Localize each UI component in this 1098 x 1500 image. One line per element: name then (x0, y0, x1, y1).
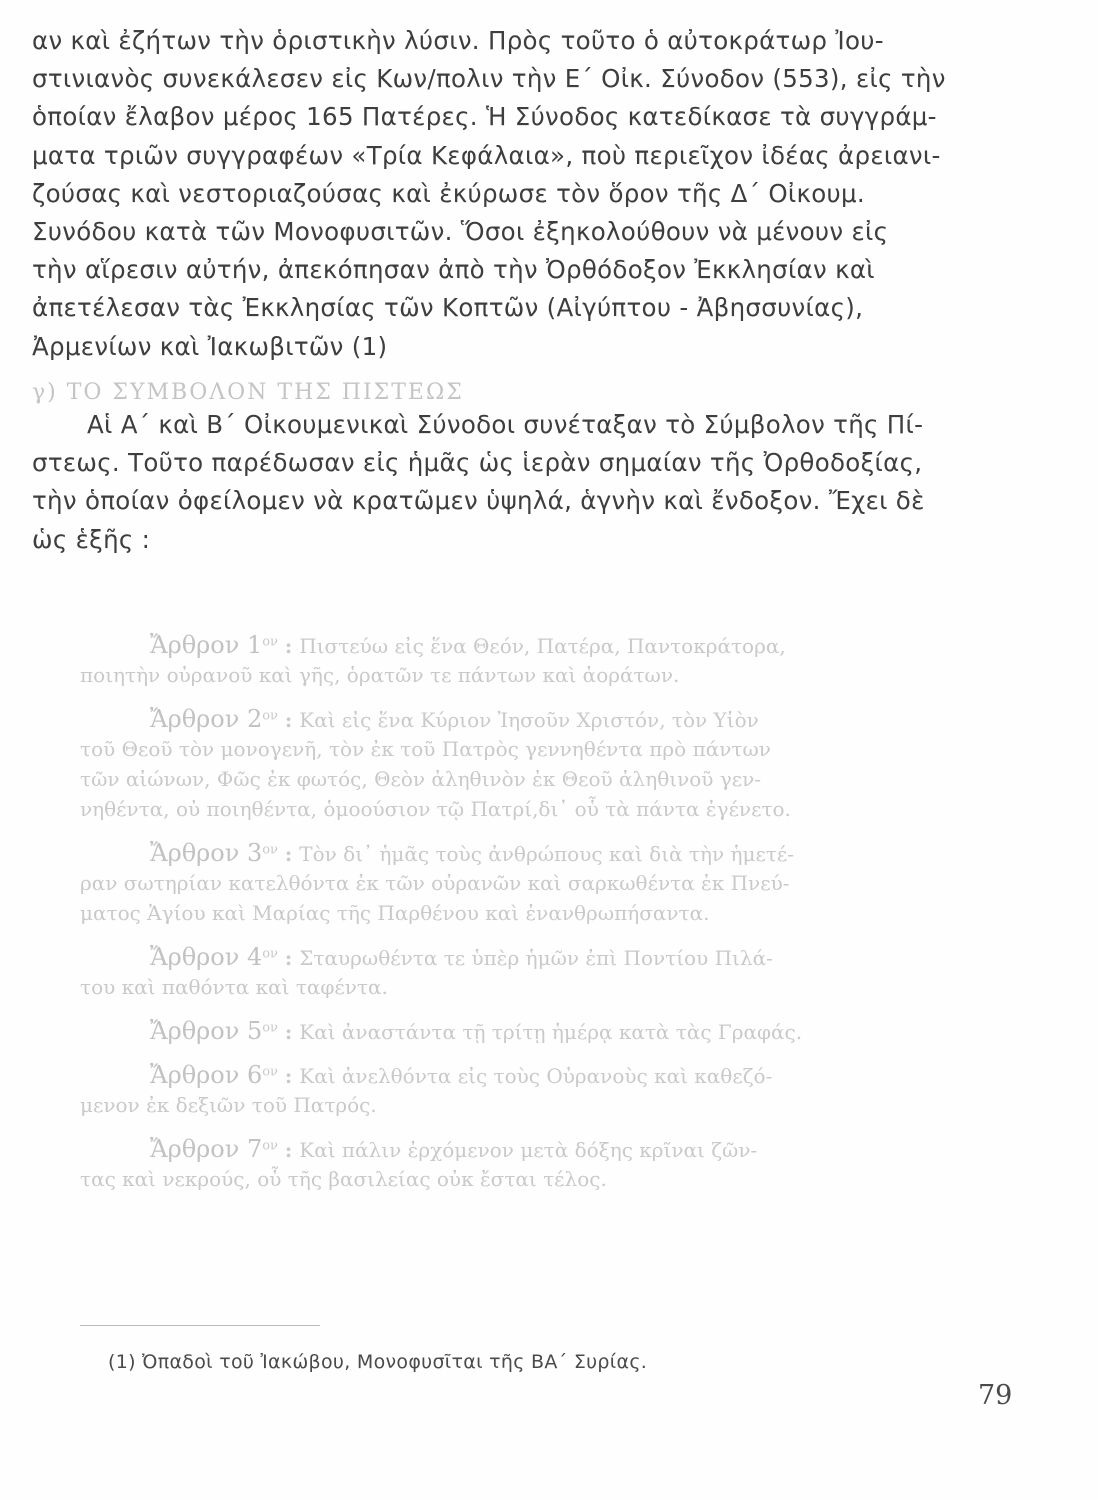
article-label: Ἄρθρον 6 (150, 1061, 263, 1089)
article-ordinal: ον (262, 842, 278, 858)
article-separator: : (277, 1020, 300, 1044)
article-separator: : (277, 634, 300, 658)
article-separator: : (277, 1064, 300, 1088)
text-line: τὴν ὁποίαν ὀφείλομεν νὰ κρατῶμεν ὑψηλά, ἁγνὴν καὶ ἔνδοξον. Ἔχει δὲ (32, 486, 925, 516)
article-first-line (80, 1134, 995, 1164)
article-continuation-line: τοῦ Θεοῦ τὸν μονογενῆ, τὸν ἐκ τοῦ Πατρὸς γεννηθέντα πρὸ πάντων (80, 737, 771, 761)
article-label: Ἄρθρον 5 (150, 1017, 263, 1045)
body-paragraph-symbol (32, 406, 1017, 559)
article-text: Πιστεύω εἰς ἕνα Θεόν, Πατέρα, Παντοκράτορα, (299, 634, 786, 658)
page-number: 79 (978, 1380, 1013, 1411)
text-line: Ἀρμενίων καὶ Ἰακωβιτῶν (1) (32, 331, 388, 361)
article-first-line (80, 942, 995, 972)
text-line: Αἱ Α΄ καὶ Β΄ Οἰκουμενικαὶ Σύνοδοι συνέταξαν τὸ Σύμβολον τῆς Πί- (87, 410, 924, 439)
creed-article (80, 838, 995, 928)
article-continuation-line: τας καὶ νεκρούς, οὗ τῆς βασιλείας οὐκ ἔσται τέλος. (80, 1167, 607, 1191)
article-ordinal: ον (262, 946, 278, 962)
article-continuation-line: νηθέντα, οὐ ποιηθέντα, ὁμοούσιον τῷ Πατρί,δι᾽ οὗ τὰ πάντα ἐγένετο. (80, 797, 791, 821)
article-continuation-line: μενον ἐκ δεξιῶν τοῦ Πατρός. (80, 1093, 377, 1117)
article-ordinal: ον (262, 1138, 278, 1154)
creed-article (80, 1060, 995, 1120)
creed-article (80, 1016, 995, 1046)
text-line: ὁποίαν ἔλαβον μέρος 165 Πατέρες. Ἡ Σύνοδος κατεδίκασε τὰ συγγράμ- (32, 102, 937, 132)
text-line: στινιανὸς συνεκάλεσεν εἰς Κων/πολιν τὴν Ε΄ Οἰκ. Σύνοδον (553), εἰς τὴν (32, 64, 946, 94)
text-line: ὡς ἑξῆς : (32, 524, 151, 554)
text-line: στεως. Τοῦτο παρέδωσαν εἰς ἡμᾶς ὡς ἱερὰν σημαίαν τῆς Ὀρθοδοξίας, (32, 448, 923, 478)
article-first-line (80, 1060, 995, 1090)
article-continuation-line: ποιητὴν οὐρανοῦ καὶ γῆς, ὁρατῶν τε πάντων καὶ ἀοράτων. (80, 663, 680, 687)
creed-article (80, 942, 995, 1002)
article-separator: : (277, 1138, 300, 1162)
section-heading: γ) ΤΟ ΣΥΜΒΟΛΟΝ ΤΗΣ ΠΙΣΤΕΩΣ (32, 380, 464, 405)
article-continuation-line: ραν σωτηρίαν κατελθόντα ἐκ τῶν οὐρανῶν καὶ σαρκωθέντα ἐκ Πνεύ- (80, 871, 790, 895)
text-line: Συνόδου κατὰ τῶν Μονοφυσιτῶν. Ὅσοι ἐξηκολούθουν νὰ μένουν εἰς (32, 216, 889, 246)
article-separator: : (277, 946, 300, 970)
article-first-line (80, 704, 995, 734)
creed-article (80, 630, 995, 690)
article-continuation-line: του καὶ παθόντα καὶ ταφέντα. (80, 975, 388, 999)
creed-article (80, 704, 995, 824)
text-line: αν καὶ ἐζήτων τὴν ὁριστικὴν λύσιν. Πρὸς τοῦτο ὁ αὐτοκράτωρ Ἰου- (32, 26, 884, 55)
footnote-divider (80, 1325, 320, 1326)
article-ordinal: ον (262, 708, 278, 724)
text-line: τὴν αἵρεσιν αὐτήν, ἀπεκόπησαν ἀπὸ τὴν Ὀρθόδοξον Ἐκκλησίαν καὶ (32, 255, 875, 285)
article-first-line (80, 838, 995, 868)
article-ordinal: ον (262, 634, 278, 650)
article-ordinal: ον (262, 1020, 278, 1036)
article-separator: : (277, 708, 300, 732)
body-paragraph-council (32, 22, 1017, 366)
article-separator: : (277, 842, 300, 866)
article-first-line (80, 1016, 995, 1046)
article-label: Ἄρθρον 7 (150, 1135, 263, 1163)
article-text: Σταυρωθέντα τε ὑπὲρ ἡμῶν ἐπὶ Ποντίου Πιλά- (299, 946, 773, 970)
creed-articles (80, 630, 995, 1208)
article-label: Ἄρθρον 3 (150, 839, 263, 867)
article-text: Καὶ ἀνελθόντα εἰς τοὺς Οὐρανοὺς καὶ καθεζό- (299, 1064, 773, 1088)
article-label: Ἄρθρον 2 (150, 705, 263, 733)
article-text: Καὶ εἰς ἕνα Κύριον Ἰησοῦν Χριστόν, τὸν Υἱὸν (299, 708, 759, 732)
footnote: (1) Ὀπαδοὶ τοῦ Ἰακώβου, Μονοφυσῖται τῆς ΒΑ΄ Συρίας. (108, 1351, 648, 1373)
creed-article (80, 1134, 995, 1194)
article-continuation-line: τῶν αἰώνων, Φῶς ἐκ φωτός, Θεὸν ἀληθινὸν ἐκ Θεοῦ ἀληθινοῦ γεν- (80, 767, 762, 791)
article-first-line (80, 630, 995, 660)
text-line: ματα τριῶν συγγραφέων «Τρία Κεφάλαια», ποὺ περιεῖχον ἰδέας ἀρειανι- (32, 140, 941, 170)
text-line: ἀπετέλεσαν τὰς Ἐκκλησίας τῶν Κοπτῶν (Αἰγύπτου - Ἀβησσυνίας), (32, 293, 864, 323)
article-ordinal: ον (262, 1064, 278, 1080)
article-label: Ἄρθρον 1 (150, 631, 263, 659)
text-line: ζούσας καὶ νεστοριαζούσας καὶ ἐκύρωσε τὸν ὅρον τῆς Δ΄ Οἰκουμ. (32, 178, 865, 208)
article-continuation-line: ματος Ἁγίου καὶ Μαρίας τῆς Παρθένου καὶ ἐνανθρωπήσαντα. (80, 901, 710, 925)
article-text: Τὸν δι᾽ ἡμᾶς τοὺς ἀνθρώπους καὶ διὰ τὴν ἡμετέ- (299, 842, 794, 866)
article-text: Καὶ πάλιν ἐρχόμενον μετὰ δόξης κρῖναι ζῶν- (299, 1138, 758, 1162)
article-label: Ἄρθρον 4 (150, 943, 263, 971)
article-text: Καὶ ἀναστάντα τῇ τρίτῃ ἡμέρᾳ κατὰ τὰς Γραφάς. (299, 1020, 803, 1044)
